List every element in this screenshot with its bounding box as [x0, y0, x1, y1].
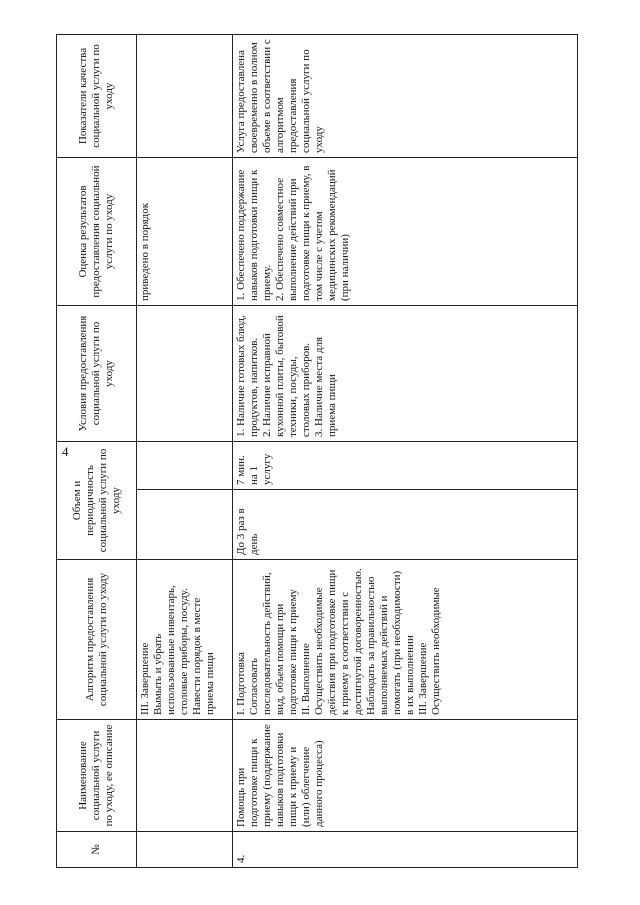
- cell-algorithm: I. Подготовка Согласовать последовательность действий, вид, объем помощи при подготовке пищи к приему II. Выполнение Осуществить необходимые действия при подготовке пищи к приему в соответствии с достигнутой договоренностью. Наблюдать за правильностью выполняемых действий и помогать (при необходимости) в их выполнении III. Завершение Осуществить необходимые: [233, 560, 578, 720]
- cell-name: [137, 720, 233, 832]
- cell-quality: Услуга предоставлена своевременно в полном объеме в соответствии с алгоритмом предоставления социальной услуги по уходу: [233, 35, 578, 158]
- services-table: [56, 34, 578, 868]
- rotated-table-container: [56, 35, 578, 868]
- cell-volume: [137, 442, 233, 490]
- cell-algorithm: III. Завершение Вымыть и убрать использованные инвентарь, столовые приборы, посуду. Навести порядок в месте приема пищи: [137, 560, 233, 720]
- header-conditions: Условия предоставления социальной услуги по уходу: [57, 306, 137, 442]
- cell-conditions: 1. Наличие готовых блюд, продуктов, напитков. 2. Наличие исправной кухонной плиты, бытовой техники, посуды, столовых приборов. 3. Наличие места для приема пищи: [233, 306, 578, 442]
- page-number: 4: [62, 444, 69, 459]
- table-row: [137, 35, 233, 868]
- table-row: [233, 35, 578, 868]
- header-evaluation: Оценка результатов предоставления социальной услуги по уходу: [57, 158, 137, 306]
- header-volume: Объем и периодичность социальной услуги по уходу: [57, 442, 137, 560]
- header-name: Наименование социальной услуги по уходу, ее описание: [57, 720, 137, 832]
- cell-conditions: [137, 306, 233, 442]
- cell-num: 4.: [233, 832, 578, 868]
- header-num: №: [57, 832, 137, 868]
- cell-evaluation: приведено в порядок: [137, 158, 233, 306]
- table-header-row: [57, 35, 137, 868]
- cell-quality: [137, 35, 233, 158]
- cell-frequency: [137, 490, 233, 560]
- cell-name: Помощь при подготовке пищи к приему (поддержание навыков подготовки пищи к приему и (или) облегчение данного процесса): [233, 720, 578, 832]
- header-quality: Показатели качества социальной услуги по уходу: [57, 35, 137, 158]
- cell-evaluation: 1. Обеспечено поддержание навыков подготовки пищи к приему. 2. Обеспечено совместное выполнение действий при подготовке пищи к приему, в том числе с учетом медицинских рекомендаций (при наличии): [233, 158, 578, 306]
- cell-volume: 7 мин. на 1 услугу: [233, 442, 578, 490]
- cell-frequency: До 3 раз в день: [233, 490, 578, 560]
- cell-num: [137, 832, 233, 868]
- header-algorithm: Алгоритм предоставления социальной услуги по уходу: [57, 560, 137, 720]
